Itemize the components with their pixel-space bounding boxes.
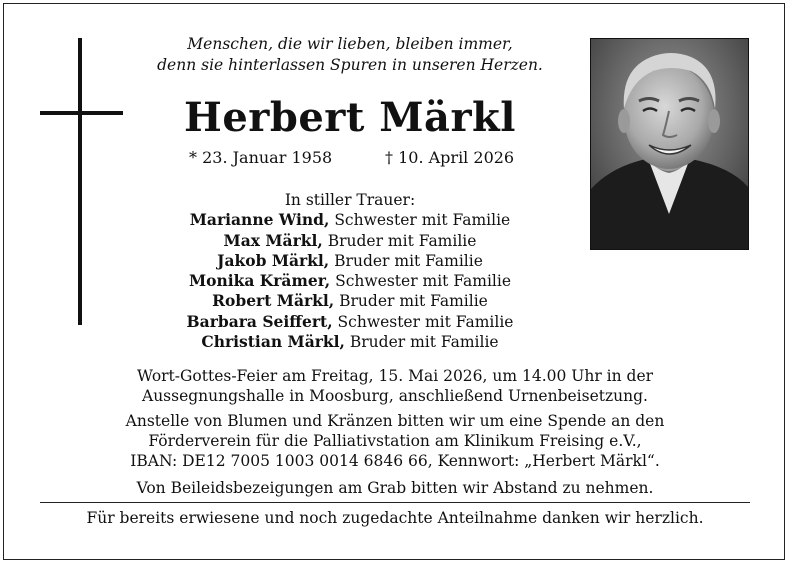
mourner-name: Barbara Seiffert, <box>186 311 333 331</box>
mourner-relation: Schwester mit Familie <box>335 272 512 291</box>
mourning-intro: In stiller Trauer: <box>284 191 416 209</box>
condolence-note: Von Beileidsbezeigungen am Grab bitten wir Abstand zu nehmen. <box>136 479 654 497</box>
service-line: Aussegnungshalle in Moosburg, anschließend Urnenbeisetzung. <box>142 387 648 405</box>
birth-date: * 23. Januar 1958 <box>189 148 333 167</box>
cross-vertical-bar <box>78 38 82 325</box>
mourner-line <box>120 231 580 251</box>
mourner-line <box>120 251 580 271</box>
donation-line: IBAN: DE12 7005 1003 0014 6846 66, Kennwort: „Herbert Märkl“. <box>130 452 660 470</box>
mourner-relation: Bruder mit Familie <box>339 292 488 311</box>
mourner-name: Max Märkl, <box>223 230 323 250</box>
mourner-line <box>120 291 580 311</box>
mourner-name: Jakob Märkl, <box>217 250 330 270</box>
mourner-name: Robert Märkl, <box>212 291 335 311</box>
donation-info <box>40 411 750 471</box>
mourner-line <box>120 271 580 291</box>
portrait-photo <box>590 38 749 250</box>
mourner-relation: Schwester mit Familie <box>337 312 514 331</box>
mourner-name: Christian Märkl, <box>201 332 345 352</box>
mourner-relation: Bruder mit Familie <box>327 231 477 250</box>
mourner-relation: Bruder mit Familie <box>349 333 499 352</box>
motto-line: denn sie hinterlassen Spuren in unseren Herzen. <box>157 56 543 74</box>
mourner-relation: Schwester mit Familie <box>334 211 511 230</box>
mourners-list <box>120 190 580 352</box>
mourner-line <box>120 210 580 230</box>
motto-line: Menschen, die wir lieben, bleiben immer, <box>187 35 513 53</box>
thanks-note: Für bereits erwiesene und noch zugedachte Anteilnahme danken wir herzlich. <box>86 509 704 527</box>
mourner-line <box>120 312 580 332</box>
mourner-line <box>120 332 580 352</box>
deceased-name: Herbert Märkl <box>184 94 516 141</box>
service-line: Wort-Gottes-Feier am Freitag, 15. Mai 2026, um 14.00 Uhr in der <box>136 367 654 385</box>
mourner-relation: Bruder mit Familie <box>334 251 483 270</box>
divider-line <box>40 502 750 503</box>
service-info <box>40 366 750 406</box>
donation-line: Anstelle von Blumen und Kränzen bitten wir um eine Spende an den <box>125 412 665 430</box>
mourner-name: Marianne Wind, <box>189 210 330 230</box>
donation-line: Förderverein für die Palliativstation am Klinikum Freising e.V., <box>148 432 642 450</box>
motto-quote <box>120 34 580 76</box>
death-date: † 10. April 2026 <box>385 148 515 167</box>
mourner-name: Monika Krämer, <box>188 271 331 291</box>
